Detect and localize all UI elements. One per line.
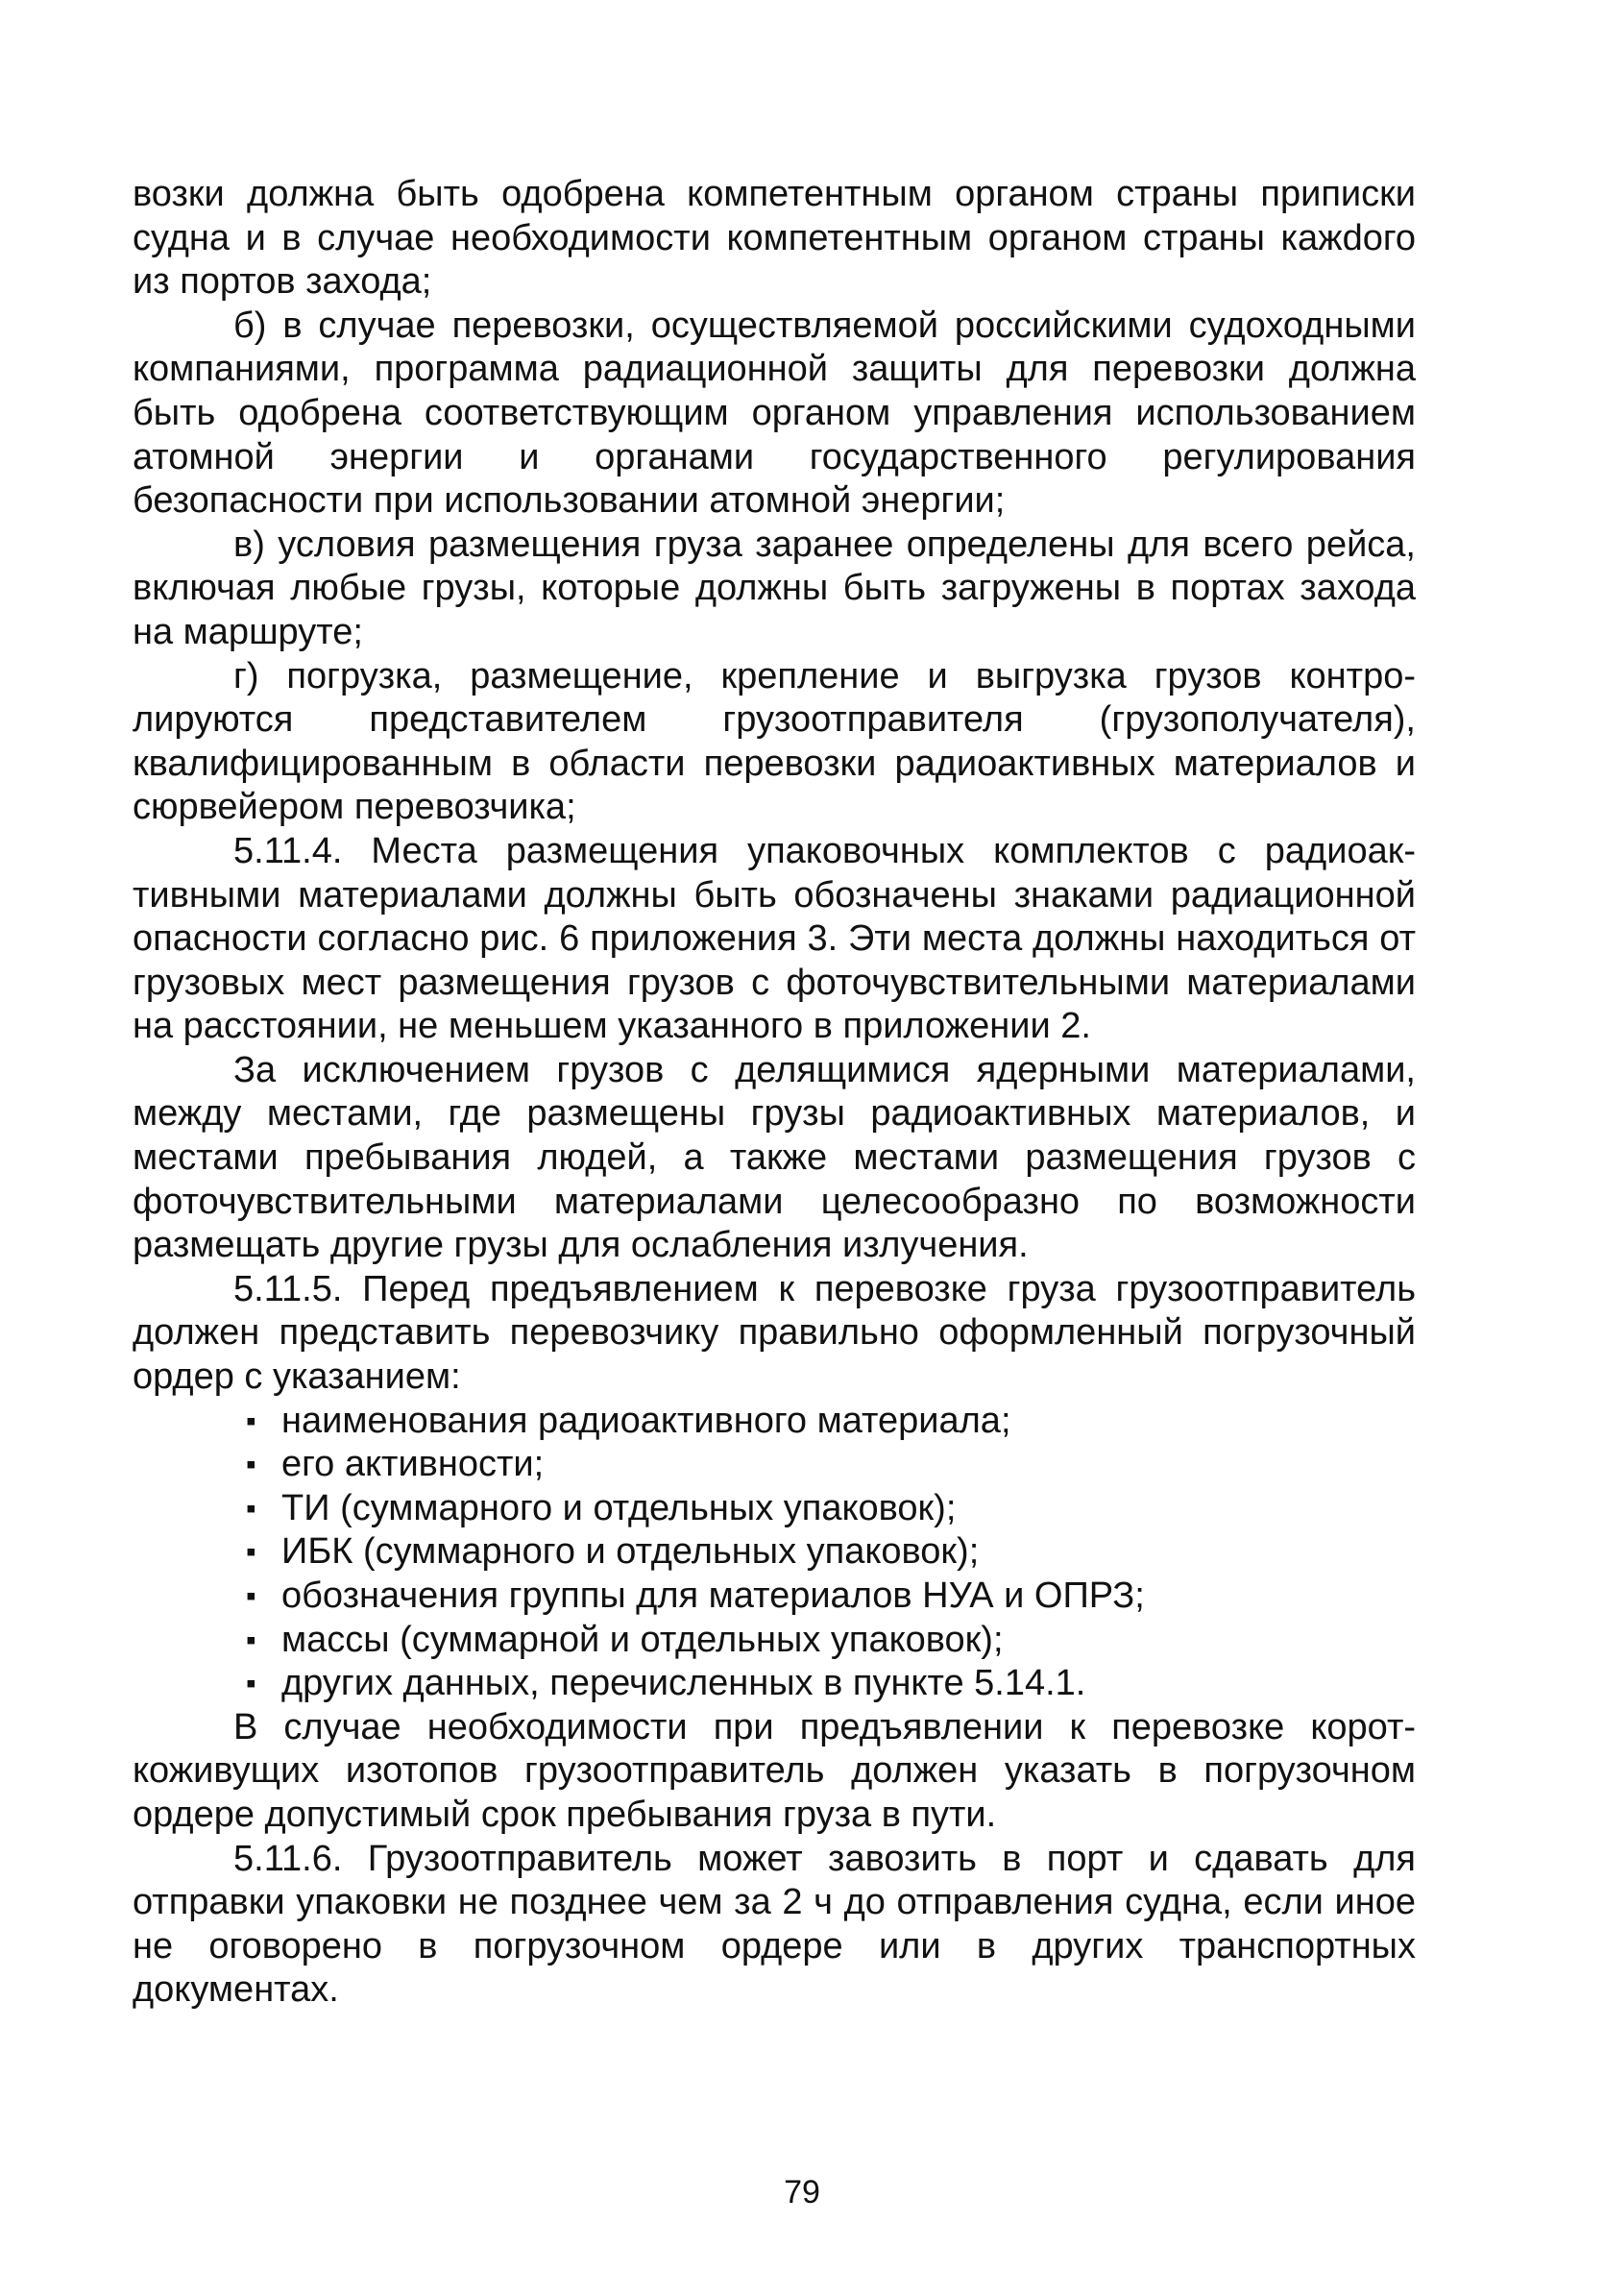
list-item-text: массы (суммарной и отдельных упаковок); <box>281 1619 1004 1660</box>
list-item-text: обозначения группы для материалов НУА и ОПРЗ; <box>281 1575 1145 1616</box>
list-item <box>133 1400 1416 1444</box>
square-bullet-icon: ▪ <box>246 1624 256 1656</box>
square-bullet-icon: ▪ <box>246 1580 256 1612</box>
list-item <box>133 1619 1416 1663</box>
paragraph-exclusion: За исключением грузов с делящимися ядерными материалами, между местами, где размещены грузы радиоактивных материалов, и местами пребывания людей, а также местами размещения грузов с фоточувствительными материалами целесообразно по возможности размещать другие грузы для ослабления излучения. <box>133 1049 1416 1266</box>
list-item-text: других данных, перечисленных в пункте 5.14.1. <box>281 1663 1086 1704</box>
page-number: 79 <box>784 2174 820 2211</box>
paragraph-item-g: г) погрузка, размещение, крепление и выгрузка грузов контролируются представителем грузоотправителя (грузополучателя), квалифицированным в области перевозки радиоактивных материалов и сюрвейером перевозчика; <box>133 655 1416 828</box>
list-item-text: ТИ (суммарного и отдельных упаковок); <box>281 1487 957 1528</box>
list-item <box>133 1487 1416 1531</box>
square-bullet-icon: ▪ <box>246 1404 256 1437</box>
paragraph-5-11-6: 5.11.6. Грузоотправитель может завозить в порт и сдавать для отправки упаковки не позднее чем за 2 ч до отправления судна, если иное не оговорено в погрузочном ордере или в других транспортных документах. <box>133 1838 1416 2011</box>
list-item <box>133 1575 1416 1619</box>
paragraph-5-11-4: 5.11.4. Места размещения упаковочных комплектов с радиоактивными материалами должны быть обозначены знаками радиационной опасности согласно рис. 6 приложения 3. Эти места должны находиться от грузовых мест размещения грузов с фоточувствительными материалами на расстоянии, не меньшем указанного в приложении 2. <box>133 830 1416 1047</box>
paragraph-5-11-5: 5.11.5. Перед предъявлением к перевозке груза грузоотправитель должен представить перевозчику правильно оформленный погрузочный ордер с указанием: <box>133 1268 1416 1398</box>
paragraph-item-v: в) условия размещения груза заранее определены для всего рейса, включая любые грузы, которые должны быть загружены в портах захода на маршруте; <box>133 524 1416 652</box>
bullet-list <box>133 1400 1416 1706</box>
paragraph-item-b: б) в случае перевозки, осуществляемой российскими судоходными компаниями, программа радиационной защиты для перевозки должна быть одобрена соответствующим органом управления использованием атомной энергии и органами государственного регулирования безопасности при использовании атомной энергии; <box>133 305 1416 522</box>
page-body <box>133 173 1416 2013</box>
list-item-text: наименования радиоактивного материала; <box>281 1400 1011 1441</box>
square-bullet-icon: ▪ <box>246 1492 256 1525</box>
list-item-text: его активности; <box>281 1444 545 1485</box>
list-item <box>133 1443 1416 1487</box>
paragraph-short-lived-isotopes: В случае необходимости при предъявлении к перевозке короткоживущих изотопов грузоотправитель должен указать в погрузочном ордере допустимый срок пребывания груза в пути. <box>133 1706 1416 1835</box>
paragraph-continuation: возки должна быть одобрена компетентным органом страны приписки судна и в случае необходимости компетентным органом страны кажdого из портов захода; <box>133 174 1416 303</box>
square-bullet-icon: ▪ <box>246 1668 256 1700</box>
list-item <box>133 1662 1416 1706</box>
square-bullet-icon: ▪ <box>246 1536 256 1569</box>
square-bullet-icon: ▪ <box>246 1449 256 1481</box>
list-item <box>133 1530 1416 1575</box>
list-item-text: ИБК (суммарного и отдельных упаковок); <box>281 1531 980 1573</box>
